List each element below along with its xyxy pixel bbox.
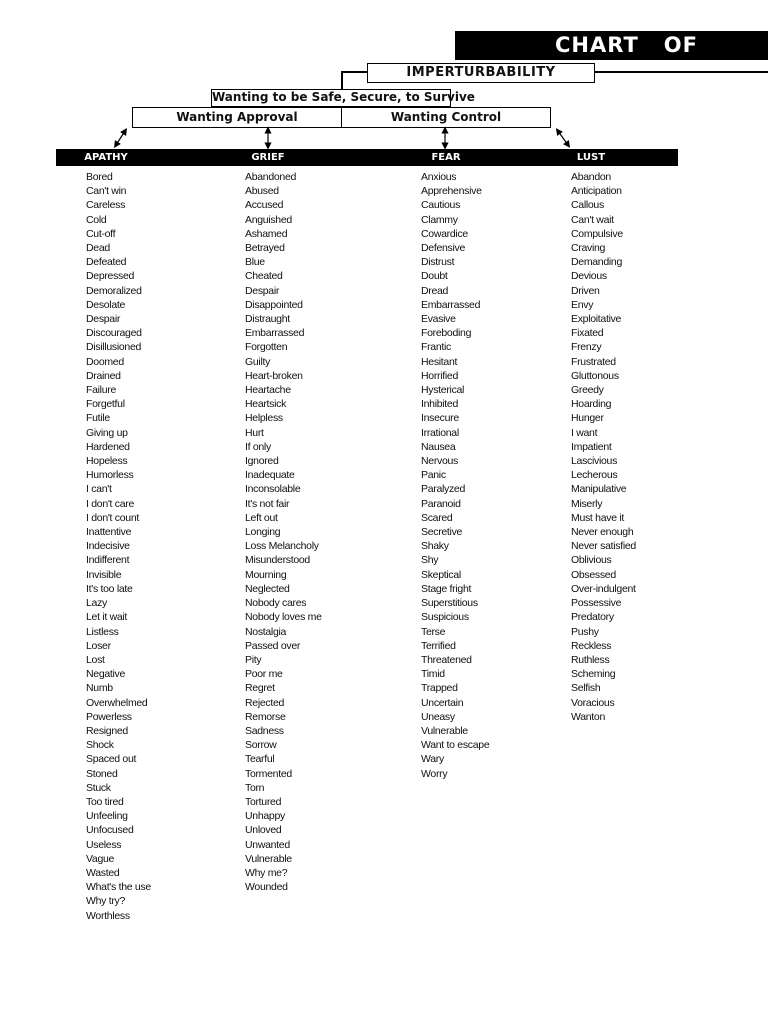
list-item: Regret	[245, 682, 275, 695]
list-item: Nostalgia	[245, 625, 287, 638]
list-item: Stoned	[86, 767, 118, 780]
list-item: Lecherous	[571, 469, 618, 482]
list-item: Dread	[421, 284, 449, 297]
column-lust	[571, 170, 636, 724]
list-item: Clammy	[421, 213, 458, 226]
list-item: Hardened	[86, 440, 130, 453]
list-item: Obsessed	[571, 568, 616, 581]
list-item: Pushy	[571, 625, 599, 638]
list-item: Never enough	[571, 526, 634, 539]
list-item: Forgotten	[245, 341, 288, 354]
list-item: Manipulative	[571, 483, 627, 496]
list-item: Wounded	[245, 881, 288, 894]
list-item: Ignored	[245, 455, 279, 468]
list-item: Worry	[421, 767, 448, 780]
list-item: Callous	[571, 199, 604, 212]
list-item: Cautious	[421, 199, 461, 212]
arrow-lust	[558, 131, 568, 145]
list-item: Envy	[571, 298, 594, 311]
list-item: Useless	[86, 838, 122, 851]
list-item: Nervous	[421, 455, 458, 468]
list-item: Humorless	[86, 469, 134, 482]
list-item: Loss Melancholy	[245, 540, 319, 553]
list-item: Despair	[86, 313, 121, 326]
list-item: Depressed	[86, 270, 135, 283]
list-item: Inhibited	[421, 398, 458, 411]
list-item: Accused	[245, 199, 284, 212]
list-item: Worthless	[86, 909, 130, 922]
list-item: I want	[571, 426, 598, 439]
list-item: Discouraged	[86, 327, 142, 340]
list-item: Must have it	[571, 511, 625, 524]
list-item: Spaced out	[86, 753, 137, 766]
list-item: Remorse	[245, 710, 286, 723]
list-item: Lazy	[86, 597, 107, 610]
list-item: Torn	[245, 781, 265, 794]
list-item: Scheming	[571, 668, 616, 681]
list-item: Cut-off	[86, 227, 116, 240]
list-item: It's not fair	[245, 497, 290, 510]
list-item: Terse	[421, 625, 446, 638]
list-item: Stage fright	[421, 582, 472, 595]
list-item: Careless	[86, 199, 126, 212]
page-title: CHART OF	[455, 31, 768, 60]
list-item: Wasted	[86, 866, 120, 879]
list-item: Gluttonous	[571, 369, 619, 382]
list-item: Paralyzed	[421, 483, 465, 496]
list-item: Rejected	[245, 696, 285, 709]
list-item: Compulsive	[571, 227, 623, 240]
list-item: Trapped	[421, 682, 458, 695]
list-item: Ruthless	[571, 653, 610, 666]
list-item: Tormented	[245, 767, 292, 780]
list-item: Heartache	[245, 384, 291, 397]
list-item: Doomed	[86, 355, 124, 368]
list-item: Nausea	[421, 440, 456, 453]
list-item: Exploitative	[571, 313, 622, 326]
list-item: Abused	[245, 185, 279, 198]
list-item: Powerless	[86, 710, 132, 723]
safe-heading: Wanting to be Safe, Secure, to Survive	[211, 89, 451, 107]
list-item: I don't care	[86, 497, 135, 510]
list-item: Guilty	[245, 355, 271, 368]
list-item: Hopeless	[86, 455, 128, 468]
list-item: Inconsolable	[245, 483, 301, 496]
list-item: Hoarding	[571, 398, 612, 411]
list-item: Unfocused	[86, 824, 134, 837]
list-item: Blue	[245, 256, 265, 269]
list-item: Frustrated	[571, 355, 616, 368]
list-item: Let it wait	[86, 611, 128, 624]
list-item: Can't wait	[571, 213, 614, 226]
list-item: Passed over	[245, 639, 301, 652]
list-item: Embarrassed	[421, 298, 481, 311]
list-item: Voracious	[571, 696, 615, 709]
list-item: Frenzy	[571, 341, 602, 354]
column-fear	[421, 170, 489, 781]
list-item: Nobody cares	[245, 597, 307, 610]
list-item: Unloved	[245, 824, 282, 837]
list-item: Unhappy	[245, 810, 285, 823]
list-item: Abandon	[571, 171, 611, 183]
list-item: Too tired	[86, 795, 124, 808]
list-item: Why me?	[245, 866, 288, 879]
list-item: Heartsick	[245, 398, 287, 411]
list-item: Abandoned	[245, 171, 297, 183]
list-item: Listless	[86, 625, 119, 638]
list-item: Scared	[421, 511, 453, 524]
list-item: Over-indulgent	[571, 582, 636, 595]
list-item: Paranoid	[421, 497, 461, 510]
list-item: Greedy	[571, 384, 604, 397]
list-item: Poor me	[245, 668, 283, 681]
list-item: Dead	[86, 242, 110, 255]
list-item: Despair	[245, 284, 280, 297]
list-item: Hurt	[245, 426, 264, 439]
list-item: Demanding	[571, 256, 622, 269]
list-item: Defeated	[86, 256, 127, 269]
column-header-bar	[56, 149, 678, 166]
list-item: Heart-broken	[245, 369, 303, 382]
list-item: Anguished	[245, 213, 292, 226]
header-fear: FEAR	[431, 152, 461, 163]
list-item: Distraught	[245, 313, 290, 326]
list-item: Craving	[571, 242, 606, 255]
list-item: Apprehensive	[421, 185, 482, 198]
list-item: Forgetful	[86, 398, 125, 411]
list-item: Anticipation	[571, 185, 622, 198]
list-item: Misunderstood	[245, 554, 310, 567]
list-item: Can't win	[86, 185, 127, 198]
list-item: Lost	[86, 653, 105, 666]
list-item: Evasive	[421, 313, 456, 326]
list-item: Lascivious	[571, 455, 618, 468]
list-item: Longing	[245, 526, 281, 539]
list-item: Shock	[86, 739, 114, 752]
list-item: Anxious	[421, 171, 457, 183]
list-item: Betrayed	[245, 242, 285, 255]
list-item: Indifferent	[86, 554, 130, 567]
arrow-apathy	[116, 131, 125, 145]
list-item: What's the use	[86, 881, 151, 894]
list-item: Helpless	[245, 412, 283, 425]
list-item: Frantic	[421, 341, 451, 354]
list-item: Unfeeling	[86, 810, 128, 823]
list-item: Ashamed	[245, 227, 288, 240]
list-item: Wanton	[571, 710, 605, 723]
list-item: Tortured	[245, 795, 282, 808]
list-item: Why try?	[86, 895, 126, 908]
list-item: Fixated	[571, 327, 604, 340]
list-item: Impatient	[571, 440, 612, 453]
list-item: Bored	[86, 171, 113, 183]
list-item: Tearful	[245, 753, 275, 766]
list-item: Driven	[571, 284, 600, 297]
list-item: Overwhelmed	[86, 696, 148, 709]
list-item: Insecure	[421, 412, 459, 425]
list-item: Vague	[86, 852, 115, 865]
list-item: Hesitant	[421, 355, 458, 368]
list-item: Cheated	[245, 270, 283, 283]
list-item: I don't count	[86, 511, 139, 524]
list-item: Demoralized	[86, 284, 142, 297]
list-item: Shy	[421, 554, 439, 567]
list-item: Doubt	[421, 270, 448, 283]
list-item: Uneasy	[421, 710, 455, 723]
list-item: Disillusioned	[86, 341, 142, 354]
list-item: Miserly	[571, 497, 603, 510]
list-item: Cold	[86, 213, 107, 226]
list-item: Cowardice	[421, 227, 468, 240]
list-item: Secretive	[421, 526, 463, 539]
header-grief: GRIEF	[251, 152, 285, 163]
list-item: Mourning	[245, 568, 287, 581]
list-item: Inattentive	[86, 526, 132, 539]
list-item: Embarrassed	[245, 327, 305, 340]
list-item: Indecisive	[86, 540, 130, 553]
imperturbability-heading: IMPERTURBABILITY	[367, 63, 595, 83]
list-item: Pity	[245, 653, 262, 666]
list-item: Possessive	[571, 597, 622, 610]
column-grief	[245, 170, 322, 894]
list-item: Defensive	[421, 242, 465, 255]
list-item: Hysterical	[421, 384, 465, 397]
list-item: Predatory	[571, 611, 614, 624]
list-item: Irrational	[421, 426, 459, 439]
list-item: Loser	[86, 639, 111, 652]
list-item: Want to escape	[421, 739, 490, 752]
list-item: Resigned	[86, 724, 128, 737]
list-item: Vulnerable	[421, 724, 468, 737]
connector-arrows	[0, 0, 768, 160]
control-heading: Wanting Control	[341, 107, 551, 128]
list-item: Disappointed	[245, 298, 303, 311]
list-item: Unwanted	[245, 838, 290, 851]
list-item: Never satisfied	[571, 540, 636, 553]
list-item: I can't	[86, 483, 112, 496]
list-item: Uncertain	[421, 696, 464, 709]
list-item: Numb	[86, 682, 113, 695]
list-item: Hunger	[571, 412, 604, 425]
list-item: Terrified	[421, 639, 456, 652]
list-item: Superstitious	[421, 597, 478, 610]
list-item: Futile	[86, 412, 110, 425]
list-item: Selfish	[571, 682, 601, 695]
list-item: Sorrow	[245, 739, 277, 752]
list-item: Panic	[421, 469, 446, 482]
header-lust: LUST	[576, 152, 606, 163]
list-item: Devious	[571, 270, 607, 283]
list-item: Negative	[86, 668, 126, 681]
list-item: It's too late	[86, 582, 133, 595]
header-apathy: APATHY	[84, 152, 128, 163]
list-item: Skeptical	[421, 568, 461, 581]
list-item: Neglected	[245, 582, 290, 595]
list-item: Distrust	[421, 256, 455, 269]
list-item: Oblivious	[571, 554, 612, 567]
list-item: Invisible	[86, 568, 122, 581]
list-item: Left out	[245, 511, 278, 524]
approval-heading: Wanting Approval	[132, 107, 342, 128]
list-item: Reckless	[571, 639, 612, 652]
list-item: Stuck	[86, 781, 111, 794]
list-item: Foreboding	[421, 327, 472, 340]
list-item: Sadness	[245, 724, 284, 737]
column-apathy	[86, 170, 151, 923]
list-item: Desolate	[86, 298, 126, 311]
list-item: Wary	[421, 753, 444, 766]
list-item: If only	[245, 440, 271, 453]
list-item: Shaky	[421, 540, 449, 553]
list-item: Horrified	[421, 369, 458, 382]
list-item: Threatened	[421, 653, 472, 666]
list-item: Inadequate	[245, 469, 295, 482]
list-item: Nobody loves me	[245, 611, 322, 624]
list-item: Failure	[86, 384, 116, 397]
list-item: Suspicious	[421, 611, 469, 624]
list-item: Drained	[86, 369, 121, 382]
list-item: Vulnerable	[245, 852, 292, 865]
list-item: Giving up	[86, 426, 128, 439]
list-item: Timid	[421, 668, 445, 681]
